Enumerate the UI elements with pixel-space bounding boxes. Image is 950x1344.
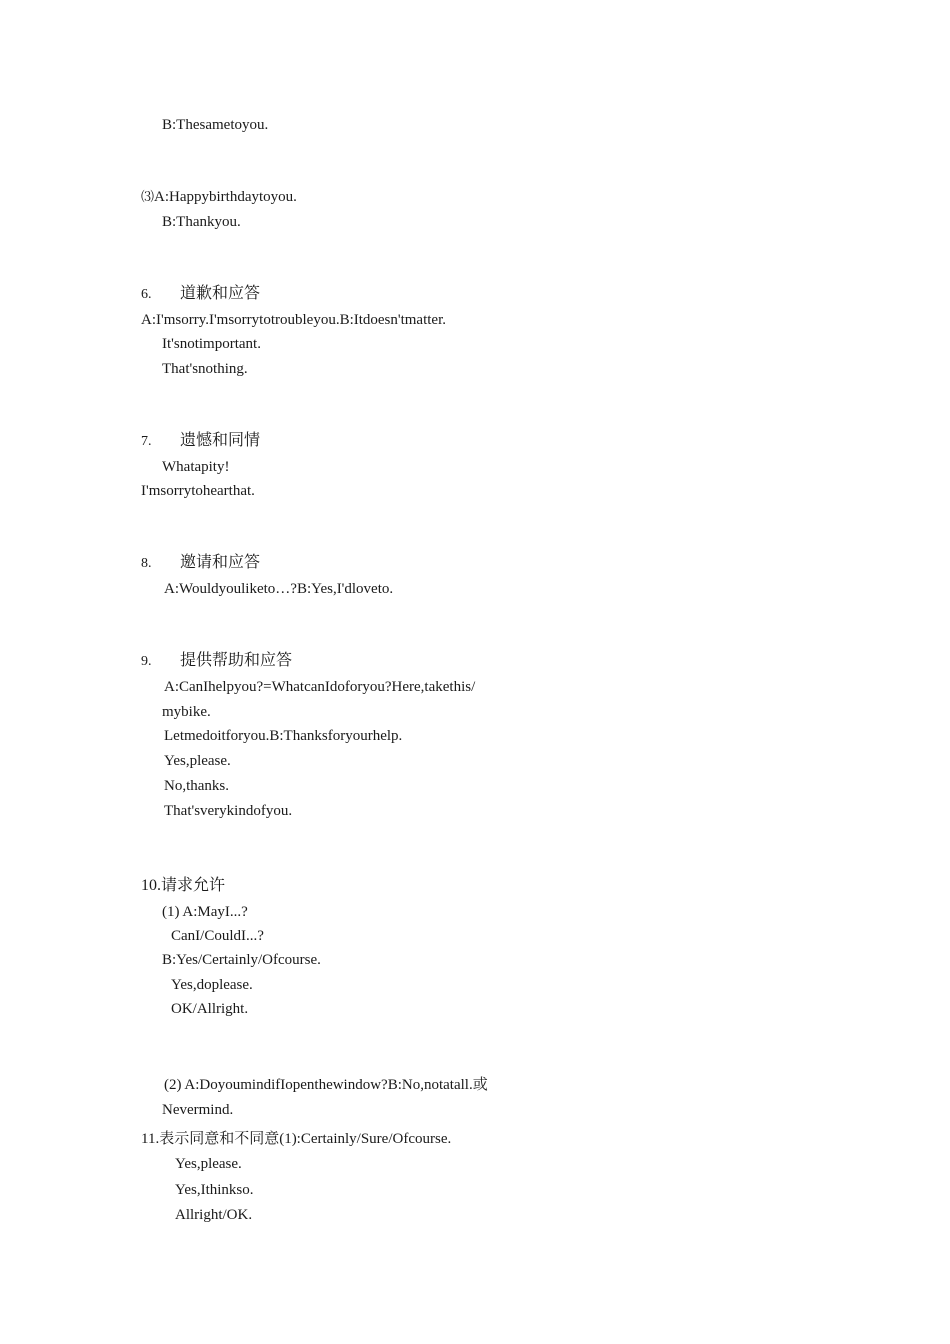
line-text: A:Happybirthdaytoyou.: [154, 189, 297, 205]
section-number: 8.: [141, 556, 152, 571]
text-line: Nevermind.: [162, 1102, 234, 1118]
section-heading-7: [141, 431, 260, 452]
section-heading-11: 11.表示同意和不同意(1):Certainly/Sure/Ofcourse.: [141, 1131, 452, 1147]
text-line: Yes,please.: [164, 753, 231, 769]
text-line: CanI/CouldI...?: [171, 928, 264, 944]
section-heading-6: [141, 284, 260, 305]
text-line: B:Thankyou.: [162, 214, 241, 230]
text-line: That'snothing.: [162, 361, 248, 377]
section-heading-10: 10.请求允许: [141, 877, 226, 894]
section-title: 提供帮助和应答: [180, 652, 293, 669]
section-number: 6.: [141, 287, 152, 302]
section-title: 邀请和应答: [180, 554, 261, 571]
text-line: [141, 188, 297, 206]
text-line: That'sverykindofyou.: [164, 803, 293, 819]
section-heading-9: [141, 651, 292, 672]
text-line: B:Yes/Certainly/Ofcourse.: [162, 952, 321, 968]
section-title: 道歉和应答: [180, 285, 261, 302]
section-number: 7.: [141, 434, 152, 449]
text-line: mybike.: [162, 704, 211, 720]
text-line: Yes,doplease.: [171, 977, 253, 993]
text-line: No,thanks.: [164, 778, 229, 794]
text-line: OK/Allright.: [171, 1001, 249, 1017]
section-heading-8: [141, 553, 260, 574]
text-line: A:I'msorry.I'msorrytotroubleyou.B:Itdoesn'tmatter.: [141, 312, 447, 328]
text-line: B:Thesametoyou.: [162, 117, 269, 133]
section-number: 9.: [141, 654, 152, 669]
text-line: It'snotimportant.: [162, 336, 261, 352]
text-line: I'msorrytohearthat.: [141, 483, 255, 499]
section-title: 遗憾和同情: [180, 432, 261, 449]
text-line: Allright/OK.: [175, 1207, 253, 1223]
text-line: (2) A:DoyoumindifIopenthewindow?B:No,notatall.或: [164, 1077, 488, 1093]
text-line: Yes,please.: [175, 1156, 242, 1172]
text-line: Letmedoitforyou.B:Thanksforyourhelp.: [164, 728, 403, 744]
text-line: A:Wouldyouliketo…?B:Yes,I'dloveto.: [164, 581, 394, 597]
text-line: Yes,Ithinkso.: [175, 1182, 254, 1198]
text-line: Whatapity!: [162, 459, 230, 475]
text-line: A:CanIhelpyou?=WhatcanIdoforyou?Here,takethis/: [164, 679, 476, 695]
list-marker: ⑶: [141, 189, 155, 204]
text-line: (1) A:MayI...?: [162, 904, 248, 920]
